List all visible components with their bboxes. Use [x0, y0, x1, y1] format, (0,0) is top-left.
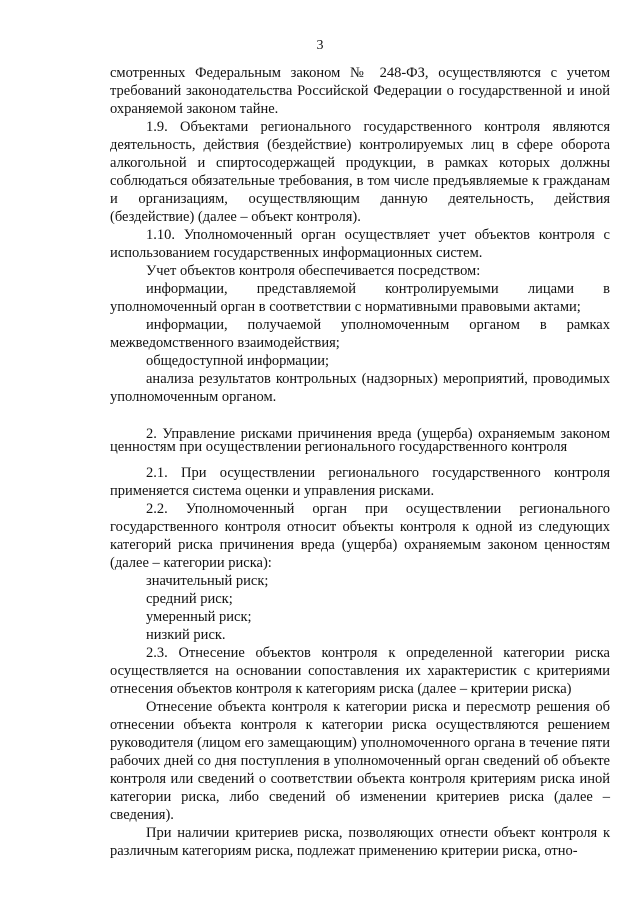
paragraph-multiple-criteria: При наличии критериев риска, позволяющих отнести объект контроля к различным категориям риска, подлежат применению критерии риска, отно- — [110, 825, 610, 859]
section-heading-2: 2. Управление рисками причинения вреда (ущерба) охраняемым законом ценностям при осуществлении регионального государственного контроля — [110, 426, 610, 455]
paragraph-accounting-intro: Учет объектов контроля обеспечивается посредством: — [146, 263, 481, 279]
list-item-public-info: общедоступной информации; — [146, 353, 330, 369]
paragraph-2-1: 2.1. При осуществлении регионального государственного контроля применяется система оценки и управления рисками. — [110, 465, 610, 499]
page-number: 3 — [316, 38, 324, 53]
paragraph-2-3: 2.3. Отнесение объектов контроля к определенной категории риска осуществляется на основании сопоставления их характеристик с критериями отнесения объектов контроля к категориям риска (далее – критерии риска) — [110, 645, 610, 697]
list-item-info-interagency: информации, получаемой уполномоченным органом в рамках межведомственного взаимодействия; — [110, 317, 610, 351]
list-item-risk-moderate: умеренный риск; — [146, 609, 252, 625]
list-item-info-controlled: информации, представляемой контролируемыми лицами в уполномоченный орган в соответствии с нормативными правовыми актами; — [110, 281, 610, 315]
list-item-risk-low: низкий риск. — [146, 627, 226, 643]
paragraph-1-10: 1.10. Уполномоченный орган осуществляет учет объектов контроля с использованием государственных информационных систем. — [110, 227, 610, 261]
list-item-analysis: анализа результатов контрольных (надзорных) мероприятий, проводимых уполномоченным органом. — [110, 371, 610, 405]
list-item-risk-medium: средний риск; — [146, 591, 233, 607]
paragraph-continuation: смотренных Федеральным законом № 248-ФЗ, осуществляются с учетом требований законодательства Российской Федерации о государственной и иной охраняемой законом тайне. — [110, 65, 610, 117]
list-item-risk-significant: значительный риск; — [146, 573, 269, 589]
document-body — [110, 64, 610, 860]
paragraph-1-9: 1.9. Объектами регионального государственного контроля являются деятельность, действия (бездействие) контролируемых лиц в сфере оборота алкогольной и спиртосодержащей продукции, в рамках которых должны соблюдаться обязательные требования, в том числе предъявляемые к гражданам и организациям, осуществляющим данную деятельность, действия (бездействие) (далее – объект контроля). — [110, 119, 610, 225]
paragraph-2-2: 2.2. Уполномоченный орган при осуществлении регионального государственного контроля относит объекты контроля к одной из следующих категорий риска причинения вреда (ущерба) охраняемым законом ценностям (далее – категории риска): — [110, 501, 610, 571]
paragraph-risk-assignment: Отнесение объекта контроля к категории риска и пересмотр решения об отнесении объекта контроля к категории риска осуществляются решением руководителя (лицом его замещающим) уполномоченного органа в течение пяти рабочих дней со дня поступления в уполномоченный орган сведений об объекте контроля или сведений о соответствии объекта контроля критериям риска иной категории риска, либо сведений об изменении критериев риска (далее – сведения). — [110, 699, 610, 823]
